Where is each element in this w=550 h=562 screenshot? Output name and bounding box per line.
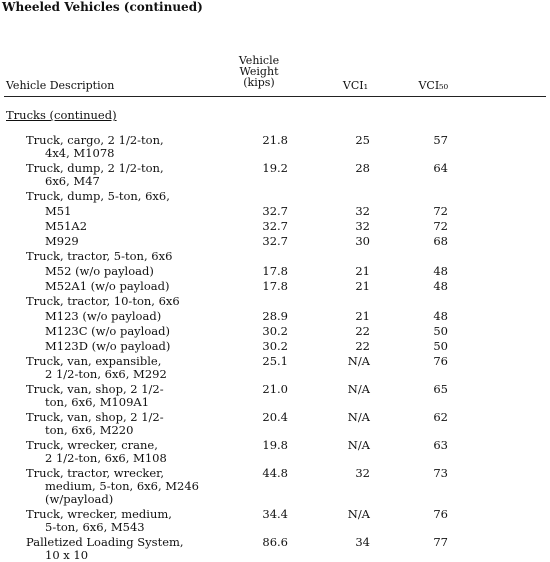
vci50-value [420, 295, 448, 308]
vehicle-description [26, 134, 164, 160]
vci50-value [420, 250, 448, 263]
vci1-value: N/A [347, 354, 370, 368]
vci1-value: 32 [355, 466, 370, 480]
header-weight-line-1: Vehicle [238, 54, 280, 67]
vci50-value: 62 [433, 410, 448, 424]
vehicle-description [26, 439, 167, 465]
vehicle-description-line: Truck, tractor, wrecker, [26, 466, 165, 480]
vci1-value [340, 250, 370, 263]
vehicle-description-line: M52A1 (w/o payload) [45, 279, 170, 293]
vci1-value: 32 [355, 204, 370, 218]
vci50-value: 72 [433, 219, 448, 233]
vci1-value: 32 [355, 219, 370, 233]
vehicle-description [45, 280, 170, 293]
vehicle-description-line: 4x4, M1078 [45, 146, 115, 160]
vci50-value: 48 [433, 309, 448, 323]
vehicle-description [26, 162, 164, 188]
vehicle-description [26, 295, 180, 308]
header-description: Vehicle Description [6, 79, 115, 92]
vehicle-description-line: M123C (w/o payload) [45, 324, 170, 338]
vci50-value: 50 [433, 324, 448, 338]
header-vci1: VCI₁ [342, 79, 368, 92]
vci1-value: 28 [355, 161, 370, 175]
vci1-value: 25 [355, 133, 370, 147]
vci50-value: 77 [433, 535, 448, 549]
page-title: Wheeled Vehicles (continued) [2, 0, 203, 14]
vehicle-description-line: M51 [45, 204, 72, 218]
vehicle-description-line: Truck, van, shop, 2 1/2- [26, 382, 164, 396]
vehicle-description-line: Truck, cargo, 2 1/2-ton, [26, 133, 164, 147]
vci1-value: N/A [347, 382, 370, 396]
vehicle-description [26, 383, 164, 409]
vehicle-description [45, 220, 87, 233]
vehicle-weight [262, 250, 288, 263]
vci1-value: 34 [355, 535, 370, 549]
vci50-value: 64 [433, 161, 448, 175]
vehicle-description [45, 325, 170, 338]
vehicle-description-line: Truck, wrecker, medium, [26, 507, 172, 521]
vci1-value: N/A [347, 507, 370, 521]
vehicle-weight: 30.2 [262, 339, 288, 353]
vehicle-weight: 21.8 [262, 133, 288, 147]
vehicle-description-line: Truck, tractor, 10-ton, 6x6 [26, 294, 180, 308]
vci50-value: 65 [433, 382, 448, 396]
vci1-value: 21 [355, 309, 370, 323]
vehicle-weight: 17.8 [262, 264, 288, 278]
vci1-value: 22 [355, 324, 370, 338]
vehicle-weight: 20.4 [262, 410, 288, 424]
vci50-value: 63 [433, 438, 448, 452]
vehicle-description-line: medium, 5-ton, 6x6, M246 [45, 479, 199, 493]
vehicle-description [45, 205, 71, 218]
vci50-value: 68 [433, 234, 448, 248]
vci1-value: 21 [355, 264, 370, 278]
vehicle-description-line: 5-ton, 6x6, M543 [45, 520, 145, 534]
vehicle-weight: 17.8 [262, 279, 288, 293]
vehicle-weight: 19.2 [262, 161, 288, 175]
vci1-value [340, 190, 370, 203]
vehicle-description [26, 250, 172, 263]
vehicle-weight: 32.7 [262, 204, 288, 218]
vehicle-description-line: Truck, dump, 5-ton, 6x6, [26, 189, 170, 203]
vci50-value [420, 190, 448, 203]
vci50-value: 57 [433, 133, 448, 147]
section-label: Trucks (continued) [6, 108, 117, 122]
vehicle-weight [262, 190, 288, 203]
vci50-value: 72 [433, 204, 448, 218]
vci50-value: 76 [433, 507, 448, 521]
vehicle-weight: 86.6 [262, 535, 288, 549]
vehicle-description [45, 310, 161, 323]
vehicle-description-line: (w/payload) [45, 492, 114, 506]
vehicle-description-line: Palletized Loading System, [26, 535, 184, 549]
vehicle-description-line: ton, 6x6, M109A1 [45, 395, 150, 409]
vehicle-description [45, 340, 170, 353]
vehicle-description-line: Truck, wrecker, crane, [26, 438, 158, 452]
header-vci50: VCI₅₀ [418, 79, 448, 92]
vehicle-description [26, 467, 199, 506]
vehicle-weight: 28.9 [262, 309, 288, 323]
vehicle-description-line: Truck, dump, 2 1/2-ton, [26, 161, 164, 175]
vehicle-description-line: M51A2 [45, 219, 88, 233]
vci50-value: 50 [433, 339, 448, 353]
vehicle-description [26, 508, 172, 534]
vehicle-description-line: Truck, van, shop, 2 1/2- [26, 410, 164, 424]
vehicle-description [26, 411, 164, 437]
vehicle-weight [262, 295, 288, 308]
vci1-value: 30 [355, 234, 370, 248]
vehicle-weight: 44.8 [262, 466, 288, 480]
vci50-value: 48 [433, 279, 448, 293]
vehicle-description-line: 2 1/2-ton, 6x6, M292 [45, 367, 167, 381]
vci1-value: N/A [347, 410, 370, 424]
vehicle-description-line: ton, 6x6, M220 [45, 423, 134, 437]
vci1-value: 22 [355, 339, 370, 353]
vehicle-weight: 21.0 [262, 382, 288, 396]
vci50-value: 73 [433, 466, 448, 480]
vehicle-weight: 25.1 [262, 354, 288, 368]
vehicle-description [45, 265, 154, 278]
vci1-value [340, 295, 370, 308]
vehicle-description-line: 2 1/2-ton, 6x6, M108 [45, 451, 167, 465]
vehicle-weight: 32.7 [262, 219, 288, 233]
vci50-value: 48 [433, 264, 448, 278]
vehicle-weight: 19.8 [262, 438, 288, 452]
vehicle-description-line: 6x6, M47 [45, 174, 100, 188]
vehicle-description [26, 536, 184, 562]
vehicle-description-line: Truck, tractor, 5-ton, 6x6 [26, 249, 173, 263]
vci1-value: N/A [347, 438, 370, 452]
vehicle-weight: 34.4 [262, 507, 288, 521]
vehicle-description-line: M52 (w/o payload) [45, 264, 154, 278]
vci1-value: 21 [355, 279, 370, 293]
header-weight-line-3: (kips) [243, 76, 275, 89]
vehicle-weight: 30.2 [262, 324, 288, 338]
vehicle-description-line: 10 x 10 [45, 548, 89, 562]
vehicle-description-line: M123 (w/o payload) [45, 309, 162, 323]
vehicle-description-line: M123D (w/o payload) [45, 339, 171, 353]
vehicle-description-line: M929 [45, 234, 79, 248]
vehicle-description [45, 235, 79, 248]
vehicle-weight: 32.7 [262, 234, 288, 248]
vehicle-description-line: Truck, van, expansible, [26, 354, 162, 368]
vehicle-description [26, 190, 170, 203]
header-weight-line-2: Weight [239, 65, 279, 78]
vehicle-description [26, 355, 167, 381]
vci50-value: 76 [433, 354, 448, 368]
